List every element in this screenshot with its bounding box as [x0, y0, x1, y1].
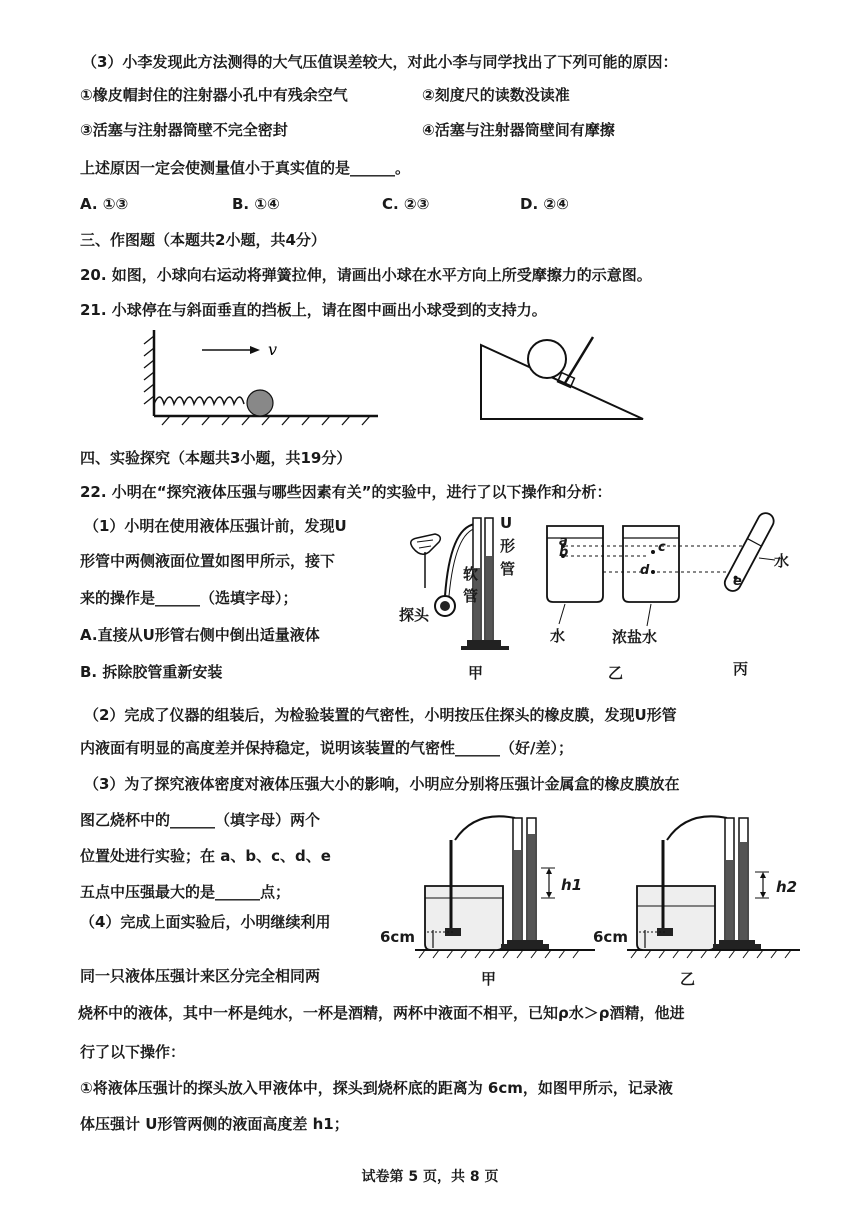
- q20-text: 20. 如图，小球向右运动将弹簧拉伸，请画出小球在水平方向上所受摩擦力的示意图。: [80, 266, 652, 284]
- fig1-water-tube-label: 水: [774, 552, 790, 570]
- fig1-guan2-label: 管: [463, 587, 479, 605]
- p4-line2: 同一只液体压强计来区分完全相同两: [80, 967, 321, 985]
- point-e: e: [733, 574, 742, 589]
- point-a: a: [559, 534, 568, 549]
- fig1-guan-label: 管: [500, 560, 516, 578]
- h2-label: h2: [776, 878, 798, 896]
- q19-3-ask: 上述原因一定会使测量值小于真实值的是______。: [80, 159, 411, 177]
- fig1-u-label: U: [500, 514, 513, 532]
- reason-1: ①橡皮帽封住的注射器小孔中有残余空气: [80, 86, 348, 104]
- fig1-xing-label: 形: [500, 537, 516, 555]
- point-c: c: [658, 540, 666, 555]
- p3-line4: 五点中压强最大的是______点；: [80, 883, 291, 901]
- q22-text: 22. 小明在“探究液体压强与哪些因素有关”的实验中，进行了以下操作和分析：: [80, 483, 612, 501]
- reason-3: ③活塞与注射器筒壁不完全密封: [80, 121, 288, 139]
- option-a: A. ①③: [80, 195, 129, 213]
- h1-label: h1: [561, 876, 583, 894]
- depth-label-2: 6cm: [593, 928, 628, 946]
- p4-line1: （4）完成上面实验后，小明继续利用: [80, 913, 331, 931]
- fig1-brine-label: 浓盐水: [612, 628, 658, 646]
- q19-3-stem: （3）小李发现此方法测得的大气压值误差较大，对此小李与同学找出了下列可能的原因：: [82, 53, 678, 71]
- section-3-title: 三、作图题（本题共2小题，共4分）: [80, 231, 326, 249]
- option-d: D. ②④: [520, 195, 569, 213]
- p1-line3: 来的操作是______（选填字母）；: [80, 589, 298, 607]
- point-b: b: [559, 545, 569, 560]
- velocity-label: v: [268, 340, 278, 359]
- p2-line1: （2）完成了仪器的组装后，为检验装置的气密性，小明按压住探头的橡皮膜，发现U形管: [84, 706, 677, 724]
- p1-option-b: B. 拆除胶管重新安装: [80, 663, 223, 681]
- reason-4: ④活塞与注射器筒壁间有摩擦: [422, 121, 615, 139]
- fig1-bing-label: 丙: [733, 660, 749, 678]
- step1-line1: ①将液体压强计的探头放入甲液体中，探头到烧杯底的距离为 6cm，如图甲所示，记录液: [80, 1079, 673, 1097]
- option-c: C. ②③: [382, 195, 430, 213]
- section-4-title: 四、实验探究（本题共3小题，共19分）: [80, 449, 352, 467]
- fig1-yi-label: 乙: [608, 664, 624, 682]
- step1-line2: 体压强计 U形管两侧的液面高度差 h1；: [80, 1115, 349, 1133]
- figure-manometer-beakers: [395, 508, 795, 678]
- p2-line2: 内液面有明显的高度差并保持稳定，说明该装置的气密性______（好/差）；: [80, 739, 573, 757]
- p4-line3: 烧杯中的液体，其中一杯是纯水，一杯是酒精，两杯中液面不相平，已知ρ水＞ρ酒精，他进: [78, 1004, 685, 1022]
- p1-option-a: A.直接从U形管右侧中倒出适量液体: [80, 626, 320, 644]
- page-footer: 试卷第 5 页，共 8 页: [361, 1169, 499, 1185]
- fig1-ruan-label: 软: [463, 565, 479, 583]
- p1-line2: 形管中两侧液面位置如图甲所示，接下: [80, 552, 336, 570]
- option-b: B. ①④: [232, 195, 280, 213]
- p3-line2: 图乙烧杯中的______（填字母）两个: [80, 811, 321, 829]
- figure-manometer-depth: [415, 810, 805, 970]
- fig1-jia-label: 甲: [468, 664, 484, 682]
- fig2-yi-label: 乙: [680, 970, 696, 988]
- p3-line3: 位置处进行实验；在 a、b、c、d、e: [80, 847, 331, 865]
- q21-text: 21. 小球停在与斜面垂直的挡板上，请在图中画出小球受到的支持力。: [80, 301, 547, 319]
- p4-line4: 行了以下操作：: [80, 1043, 186, 1061]
- depth-label-1: 6cm: [380, 928, 415, 946]
- point-d: d: [640, 563, 650, 578]
- spring-ball-figure: [140, 328, 390, 428]
- fig2-jia-label: 甲: [481, 970, 497, 988]
- p1-line1: （1）小明在使用液体压强计前，发现U: [84, 517, 347, 535]
- incline-ball-figure: [475, 335, 655, 425]
- fig1-probe-label: 探头: [399, 606, 430, 624]
- fig1-water-label: 水: [550, 627, 566, 645]
- p3-line1: （3）为了探究液体密度对液体压强大小的影响，小明应分别将压强计金属盒的橡皮膜放在: [84, 775, 680, 793]
- reason-2: ②刻度尺的读数没读准: [422, 86, 570, 104]
